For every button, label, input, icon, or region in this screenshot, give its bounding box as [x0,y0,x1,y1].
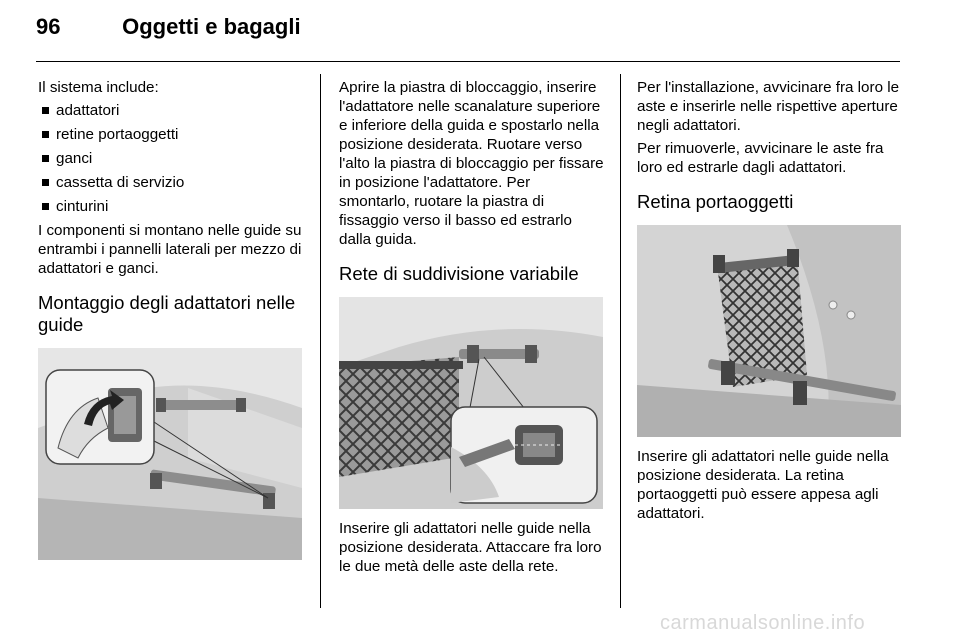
column-2 [339,78,605,580]
list-item: adattatori [38,101,304,120]
column-divider-2 [620,74,621,608]
list-item: retine portaoggetti [38,125,304,144]
component-list [38,101,304,216]
column-divider-1 [320,74,321,608]
divider-net-illustration [339,297,603,509]
section-heading-adapters: Montaggio degli adattatori nelle guide [38,292,296,335]
header-rule [36,61,900,62]
section-heading-storage-net: Retina portaoggetti [637,191,794,212]
column-1 [38,78,304,570]
mounting-paragraph: I componenti si montano nelle guide su entrambi i pannelli laterali per mezzo di adattatori e ganci. [38,222,302,277]
storage-net-instructions: Inserire gli adattatori nelle guide nella posizione desiderata. La retina portaoggetti può essere appesa agli adattatori. [637,448,889,522]
adapter-instructions: Aprire la piastra di bloccaggio, inserire l'adattatore nelle scanalature superiore e inferiore della guida e spostarlo nella posizione desiderata. Ruotare verso l'alto la piastra di bloccaggio per fissare in posizione l'adattatore. Per smontarlo, ruotare la piastra di fissaggio verso il basso ed estrarlo dalla guida. [339,79,604,248]
column-3 [637,78,903,527]
list-item: ganci [38,149,304,168]
installation-text: Per l'installazione, avvicinare fra loro le aste e inserirle nelle rispettive aperture negli adattatori. [637,79,900,134]
storage-net-illustration [637,225,901,437]
adapter-illustration [38,348,302,560]
page-header [36,14,301,40]
list-item: cinturini [38,197,304,216]
watermark: carmanualsonline.info [660,612,866,634]
page-title: Oggetti e bagagli [122,14,301,39]
intro-text: Il sistema include: [38,79,159,96]
list-item: cassetta di servizio [38,173,304,192]
page-number: 96 [36,14,61,39]
divider-net-instructions: Inserire gli adattatori nelle guide nella posizione desiderata. Attaccare fra loro le due metà delle aste della rete. [339,520,602,575]
section-heading-divider-net: Rete di suddivisione variabile [339,263,579,284]
removal-text: Per rimuoverle, avvicinare le aste fra loro ed estrarle dagli adattatori. [637,140,884,176]
